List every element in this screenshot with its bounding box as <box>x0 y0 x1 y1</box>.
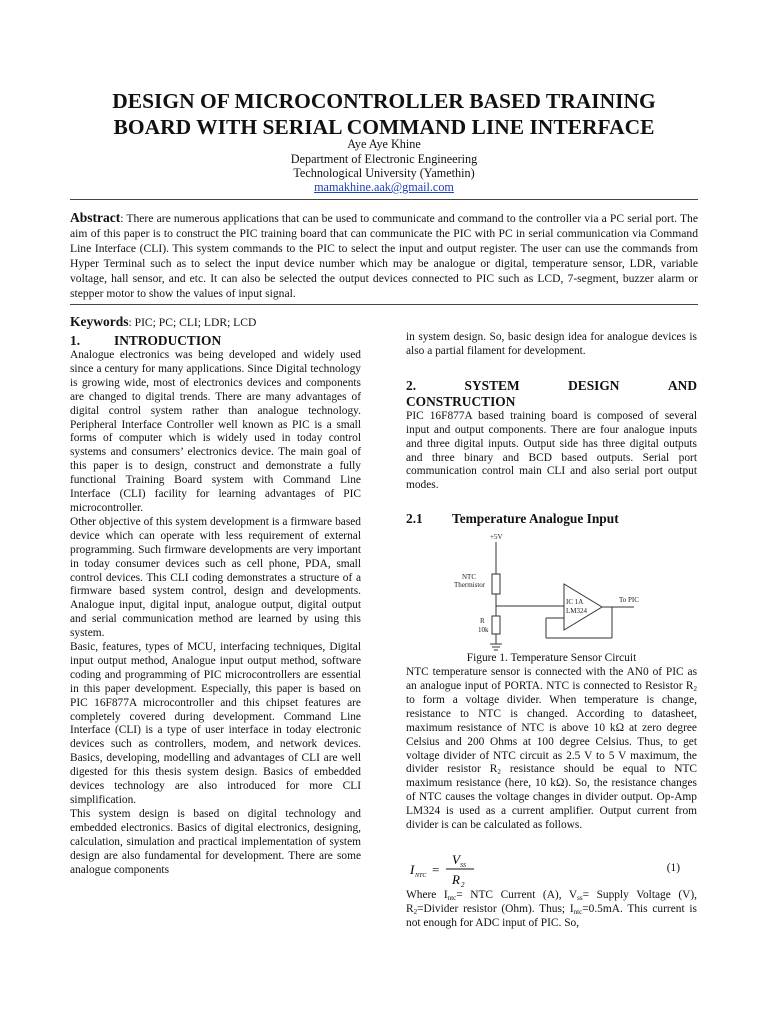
eq-lhs-sub: NTC <box>415 873 427 879</box>
eq-denominator-sub: 2 <box>461 881 465 889</box>
r2-label: R <box>480 617 485 626</box>
intro-paragraph-4: This system design is based on digital technology and embedded electronics. Basics of digital electronics, designing, calculation, simulation and practical implementation of system design are also fundamental for development. There are some analogue components <box>70 807 361 876</box>
temperature-sensor-circuit <box>406 532 697 652</box>
section-2-number: 2. <box>406 377 417 393</box>
equation-number: (1) <box>666 862 680 874</box>
email-link[interactable]: mamakhine.aak@gmail.com <box>314 180 454 194</box>
ntc-label: NTC <box>462 573 476 582</box>
svg-text:=: = <box>432 862 440 877</box>
section-1-title: INTRODUCTION <box>114 333 222 348</box>
university: Technological University (Yamethin) <box>293 166 475 180</box>
abstract-divider <box>70 304 698 305</box>
section-2-heading <box>406 378 697 410</box>
intro-paragraph-3: Basic, features, types of MCU, interfacing techniques, Digital input output method, Analogue input output method, software coding and programming of PIC microcontrollers are essential in this paper development. Especially, this paper is based on PIC 16F877A microcontroller and this chipset features are completely covered during development. Command Line Interface (CLI) is a type of user interface in today electronic devices such as controllers, modem, and network devices. Basics, developing, modelling and advantages of CLI are well digested for this thesis system design. Basics of embedded devices technology are also introduced for more CLI simplification. <box>70 641 361 806</box>
opamp-part: LM324 <box>566 607 587 616</box>
abstract-label: Abstract <box>70 210 121 225</box>
left-column <box>70 333 361 877</box>
right-column <box>406 331 697 833</box>
title-line-1: DESIGN OF MICROCONTROLLER BASED TRAINING <box>112 89 656 113</box>
equation-1 <box>406 850 698 890</box>
where-paragraph: Where $I_{ntc}=$ NTC Current (A), $V_{ss}=$ Supply Voltage (V), $R_2=Divider$ resistor (Ohm). Thus; $I_{ntc}=0.5mA$. This current is not enough for ADC input of PIC. So, <box>406 889 698 929</box>
ntc-paragraph: NTC temperature sensor is connected with the AN0 of PIC as an analogue input of PORTA. NTC is connected to Resistor $R_2$ to form a voltage divider. When temperature is change, resistance to NTC is changed. According to datasheet, maximum resistance of NTC is above 10 kΩ at zero degree Celsius and 200 Ohms at 100 degree Celsius. Thus, to get voltage divider of NTC circuit as 2.5 V to 5 V maximum, the divider resistor $R_2$ resistance should be equal to NTC maximum resistance (here, 10 kΩ). So, the resistance changes of NTC causes the voltage changes in divider output. Op-Amp LM324 is used as a current amplifier. Output current from divider is can be calculated as follows. <box>406 666 698 832</box>
eq-lhs: I <box>410 862 415 877</box>
output-label: To PIC <box>619 596 639 605</box>
figure-1-caption: Figure 1. Temperature Sensor Circuit <box>466 652 637 665</box>
section-2-1-heading <box>406 512 697 526</box>
eq-numerator-sub: SS <box>460 863 466 869</box>
opamp-label: IC 1A <box>566 598 584 607</box>
keywords-label: Keywords <box>70 314 129 329</box>
thermistor-label: Thermistor <box>454 581 486 590</box>
supply-label: +5V <box>490 533 503 542</box>
department: Department of Electronic Engineering <box>290 152 478 166</box>
abstract <box>70 210 698 301</box>
title-line-2: BOARD WITH SERIAL COMMAND LINE INTERFACE <box>113 115 655 139</box>
section-2-word-and: AND <box>667 377 697 393</box>
intro-paragraph-2: Other objective of this system development is a firmware based device which can operate with less requirement of external programming. Such firmware developments are very important in today consumer devices such as cell phone, PDA, small control devices. This CLI coding demonstrates a structure of a firmware based system control, design and developments. Analogue input, digital input, analogue output, digital output and serial communication method are learned by using this system. <box>70 515 361 640</box>
author: Aye Aye Khine <box>347 137 421 151</box>
intro-continuation: in system design. So, basic design idea for analogue devices is also a partial filament for development. <box>406 331 697 357</box>
section-2-word-construction: CONSTRUCTION <box>406 393 516 409</box>
top-divider <box>70 199 698 200</box>
section-1-number: 1. <box>70 333 81 348</box>
r2-value: 10k <box>478 626 489 635</box>
keywords-text: : PIC; PC; CLI; LDR; LCD <box>128 316 257 329</box>
abstract-text: : There are numerous applications that can be used to communicate and command to the controller via a PC serial port. The aim of this paper is to construct the PIC training board that can communicate the PIC with PC in serial communication via Command Line Interface (CLI). This system commands to the PIC to select the input and output register. The user can use the commands from Hyper Terminal such as to select the input device number which may be analogue or digital, temperature sensor, LDR, variable voltage, hall sensor, and etc. It can also be selected the output devices connected to PIC such as LCD, 7-segment, buzzer alarm or stepper motor to show the values of input signal. <box>70 212 698 300</box>
section-2-1-number: 2.1 <box>406 511 423 527</box>
section-2-word-system: SYSTEM <box>464 377 520 393</box>
intro-paragraph-1: Analogue electronics was being developed and widely used since a century for many applications. Since Digital technology is growing wide, most of electronics devices and components are changed to digital trends. There are many advantages of digital control system rather than analogue technology. Peripheral Interface Controller well known as PIC is a small forms of computer which is widely used in today control systems and consumers’ electronics device. The main goal of this paper is to design, construct and demonstrate a fully functional Training Board system with Command Line Interface (CLI) facility for learning advantages of PIC microcontroller. <box>70 349 361 514</box>
section-2-1-title: Temperature Analogue Input <box>452 511 619 527</box>
paper-title <box>40 88 728 140</box>
eq-denominator: R <box>452 872 460 887</box>
eq-numerator: V <box>452 852 460 867</box>
section-2-text: PIC 16F877A based training board is composed of several input and output components. There are four analogue inputs and three digital inputs. Output side has three digital outputs and three binary and BCD based outputs. Serial port communication control main CLI and also serial port output modes. <box>406 409 697 492</box>
section-1-heading <box>70 333 361 349</box>
section-2-word-design: DESIGN <box>568 377 620 393</box>
keywords <box>70 314 256 330</box>
